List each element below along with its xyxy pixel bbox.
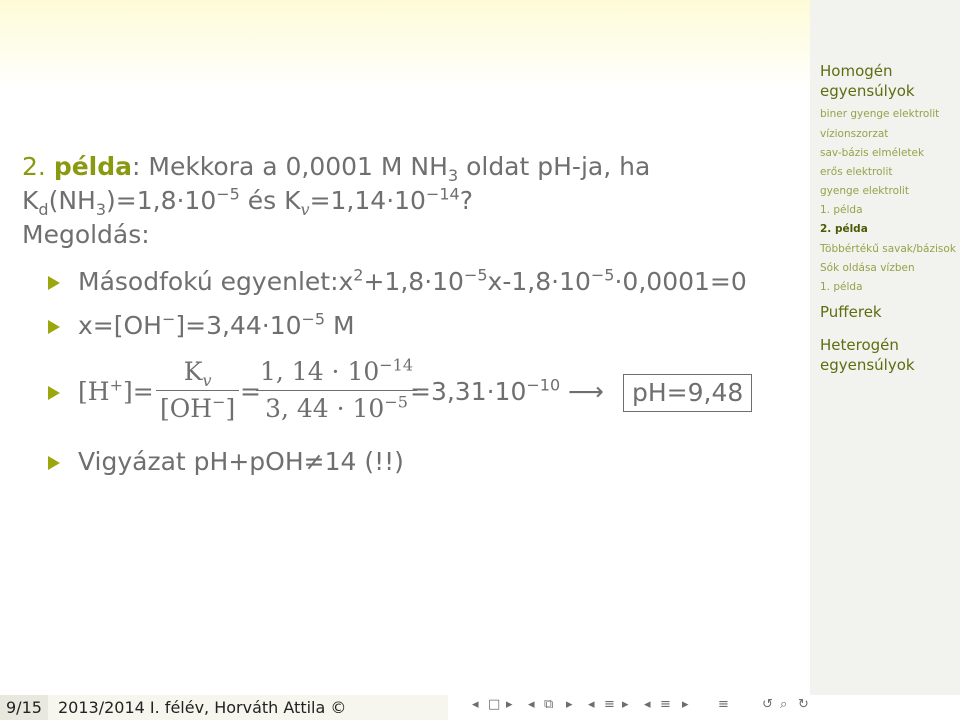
- bullet-quadratic: Másodfokú $egyenlet:x^2+1,8\cdot 10^{-5}x-1,8\cdot 10^{-5}\cdot 0,0001=0$: [48, 260, 808, 304]
- nav-prev-subsection-icon[interactable]: ◂: [588, 697, 595, 712]
- sidebar-section-link[interactable]: egyensúlyok: [820, 356, 915, 374]
- nav-next-section-icon[interactable]: ▸: [682, 697, 689, 712]
- nav-back-icon[interactable]: ↺: [762, 697, 773, 712]
- nav-prev-slide-icon[interactable]: ◂: [528, 697, 535, 712]
- nav-outline-icon[interactable]: ≡: [718, 697, 729, 712]
- footer-info: 2013/2014 I. félév, Horváth Attila ©: [58, 698, 347, 717]
- nav-search-icon[interactable]: ⌕: [780, 697, 788, 712]
- bullet-triangle-icon: [48, 456, 60, 470]
- bullet-triangle-icon: [48, 276, 60, 290]
- nav-prev-frame-icon[interactable]: ◂: [472, 697, 479, 712]
- footer-bar: [0, 695, 960, 720]
- sidebar-subsection-link[interactable]: erős elektrolit: [820, 166, 893, 178]
- nav-next-slide-icon[interactable]: ▸: [566, 697, 573, 712]
- nav-next-subsection-icon[interactable]: ▸: [622, 697, 629, 712]
- page-number: 9/15: [6, 698, 42, 717]
- nav-forward-icon[interactable]: ↻: [798, 697, 809, 712]
- sidebar-subsection-link[interactable]: 2. példa: [820, 223, 868, 235]
- sidebar-subsection-link[interactable]: biner gyenge elektrolit: [820, 108, 940, 120]
- example-keyword: példa: [53, 152, 132, 181]
- sidebar-section-link[interactable]: egyensúlyok: [820, 82, 915, 100]
- bullet-warning: Vigyázat pH+pOH≠14 (!!): [48, 440, 808, 484]
- solution-label: Megoldás:: [22, 220, 150, 249]
- nav-slide-icon[interactable]: ⧉: [544, 697, 554, 712]
- question-line-1: 2. példa: Mekkora a 0,0001 M $NH_3$ oldat pH-ja, ha: [22, 152, 651, 185]
- bullet-triangle-icon: [48, 386, 60, 400]
- sidebar-subsection-link[interactable]: Sók oldása vízben: [820, 262, 915, 274]
- navigation-sidebar: [810, 0, 960, 695]
- example-number: 2.: [22, 152, 46, 181]
- question-text: : Mekkora a 0,0001 M NH: [132, 152, 448, 181]
- bullet-list: [48, 260, 808, 484]
- bullet-oh-concentration: $x=[OH^-]=3,44\cdot 10^{-5}$ M: [48, 304, 808, 348]
- arrow-icon: ⟶: [568, 377, 604, 406]
- sidebar-subsection-link[interactable]: sav-bázis elméletek: [820, 147, 925, 159]
- fraction-kv-oh: $\frac{K_v}{[OH^-]}$: [156, 354, 239, 427]
- sidebar-subsection-link[interactable]: vízionszorzat: [820, 128, 889, 140]
- sidebar-subsection-link[interactable]: gyenge elektrolit: [820, 185, 909, 197]
- question-block: [22, 150, 802, 252]
- nav-next-frame-icon[interactable]: ▸: [506, 697, 513, 712]
- fraction-numeric: $\frac{1, 14 \cdot 10^{-14}}{3, 44 \cdot 10^{-5}}$: [256, 354, 417, 427]
- sidebar-subsection-link[interactable]: 1. példa: [820, 204, 863, 216]
- ph-result-box: pH=9,48: [623, 374, 752, 412]
- sidebar-subsection-link[interactable]: Többértékű savak/bázisok: [820, 243, 956, 255]
- bullet-triangle-icon: [48, 320, 60, 334]
- bullet-h-concentration: [H+]= $\frac{K_v}{[OH^-]}$ = $\frac{1, 14 \cdot 10^{-14}}{3, 44 \cdot 10^{-5}}$ $=3,31\cdot 10^{-10}$ ⟶ pH=9,48: [48, 348, 808, 440]
- sidebar-section-link[interactable]: Heterogén: [820, 336, 899, 354]
- question-line-2: $K_d(NH_3)=1,8\cdot 10^{-5}$ és $K_v=1,14\cdot 10^{-14}$?: [22, 184, 473, 219]
- nav-frame-icon[interactable]: □: [488, 697, 501, 712]
- nav-prev-section-icon[interactable]: ◂: [644, 697, 651, 712]
- nav-section-icon[interactable]: ≡: [660, 697, 671, 712]
- sidebar-section-link[interactable]: Homogén: [820, 62, 893, 80]
- sidebar-section-link[interactable]: Pufferek: [820, 303, 882, 321]
- nav-subsection-icon[interactable]: ≡: [604, 697, 615, 712]
- sidebar-subsection-link[interactable]: 1. példa: [820, 281, 863, 293]
